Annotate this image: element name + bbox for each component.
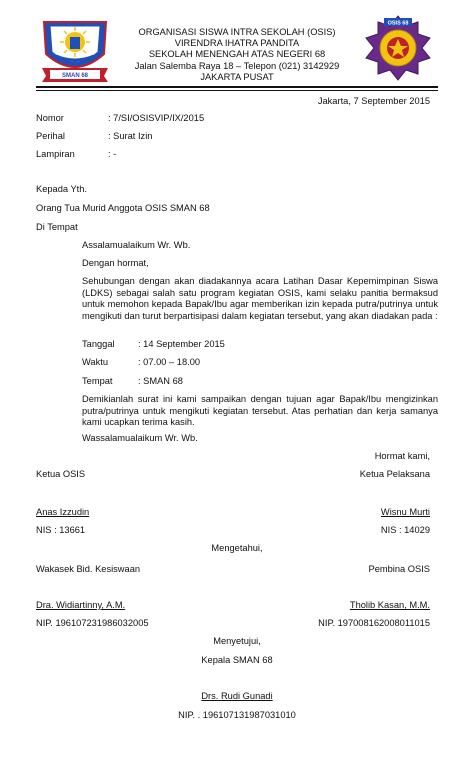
meta-perihal-label: Perihal <box>36 131 65 141</box>
sig-ketua-osis-name: Anas Izzudin <box>36 507 90 517</box>
closing-paragraph: Demikianlah surat ini kami sampaikan dengan tujuan agar Bapak/Ibu mengizinkan putra/putrinya untuk mengikuti kegiatan tersebut. Atas perhatian dan kerja samanya kami ucapkan terima kasih. <box>82 394 438 428</box>
org-subname: VIRENDRA IHATRA PANDITA <box>174 38 300 49</box>
logo-osis-text: OSIS 68 <box>387 20 409 27</box>
meta-nomor-label: Nomor <box>36 113 64 123</box>
letter-date: Jakarta, 7 September 2015 <box>317 96 430 106</box>
meta-lampiran-label: Lampiran <box>36 149 75 159</box>
event-time-value: : 07.00 – 18.00 <box>138 357 201 367</box>
sig-pembina-name: Tholib Kasan, M.M. <box>349 600 430 610</box>
school-address: Jalan Salemba Raya 18 – Telepon (021) 3142929 <box>134 60 340 71</box>
org-name: ORGANISASI SISWA INTRA SEKOLAH (OSIS) <box>138 27 336 37</box>
event-date-label: Tanggal <box>82 339 115 349</box>
hormat-kami: Hormat kami, <box>374 451 430 461</box>
letterhead <box>115 27 359 83</box>
event-place-label: Tempat <box>82 376 113 386</box>
sig-ketua-pelaksana-title: Ketua Pelaksana <box>359 469 430 479</box>
sig-ketua-osis-title: Ketua OSIS <box>36 469 86 479</box>
meta-perihal-value: : Surat Izin <box>108 131 153 141</box>
sig-kepsek-title: Kepala SMAN 68 <box>201 655 273 665</box>
body-paragraph: Sehubungan dengan akan diadakannya acara Latihan Dasar Kepemimpinan Siswa (LDKS) sebagai salah satu program kegiatan OSIS, kami selaku panitia bermaksud untuk memohon kepada Bapak/Ibu agar memberikan izin kepada putra/putrinya untuk mengikuti dan turut berpartisipasi dalam kegiatan tersebut, yang akan diadakan pada : <box>82 276 438 321</box>
sig-pembina-id: NIP. 197008162008011015 <box>318 618 430 628</box>
salutation: Dengan hormat, <box>82 258 149 268</box>
letterhead-rule-thin <box>36 90 438 91</box>
sig-kepsek-name: Drs. Rudi Gunadi <box>201 691 273 701</box>
sig-kepsek-id: NIP. . 196107131987031010 <box>178 710 296 720</box>
sig-ketua-pelaksana-name: Wisnu Murti <box>380 507 430 517</box>
recipient-place: Di Tempat <box>36 222 78 232</box>
recipient-name: Orang Tua Murid Anggota OSIS SMAN 68 <box>36 203 210 213</box>
letterhead-rule-thick <box>36 86 438 88</box>
closing-greeting: Wassalamualaikum Wr. Wb. <box>82 433 198 443</box>
event-place-value: : SMAN 68 <box>138 376 183 386</box>
osis-logo <box>360 14 436 82</box>
logo-ribbon-text: SMAN 68 <box>61 73 89 79</box>
sig-wakasek-name: Dra. Widiartinny, A.M. <box>36 600 126 610</box>
meta-lampiran-value: : - <box>108 149 117 159</box>
greeting: Assalamualaikum Wr. Wb. <box>82 240 191 250</box>
school-name: SEKOLAH MENENGAH ATAS NEGERI 68 <box>148 49 326 60</box>
meta-nomor-value: : 7/SI/OSISVIP/IX/2015 <box>108 113 205 123</box>
school-city: JAKARTA PUSAT <box>200 71 274 82</box>
sig-wakasek-id: NIP. 196107231986032005 <box>36 618 149 628</box>
sig-ketua-osis-id: NIS : 13661 <box>36 525 86 535</box>
event-time-label: Waktu <box>82 357 109 367</box>
mengetahui: Mengetahui, <box>211 543 263 553</box>
event-date-value: : 14 September 2015 <box>138 339 225 349</box>
recipient-kepada: Kepada Yth. <box>36 184 88 194</box>
sig-wakasek-title: Wakasek Bid. Kesiswaan <box>36 564 141 574</box>
sig-pembina-title: Pembina OSIS <box>368 564 430 574</box>
sig-ketua-pelaksana-id: NIS : 14029 <box>380 525 430 535</box>
school-logo <box>36 18 114 84</box>
menyetujui: Menyetujui, <box>213 636 261 646</box>
